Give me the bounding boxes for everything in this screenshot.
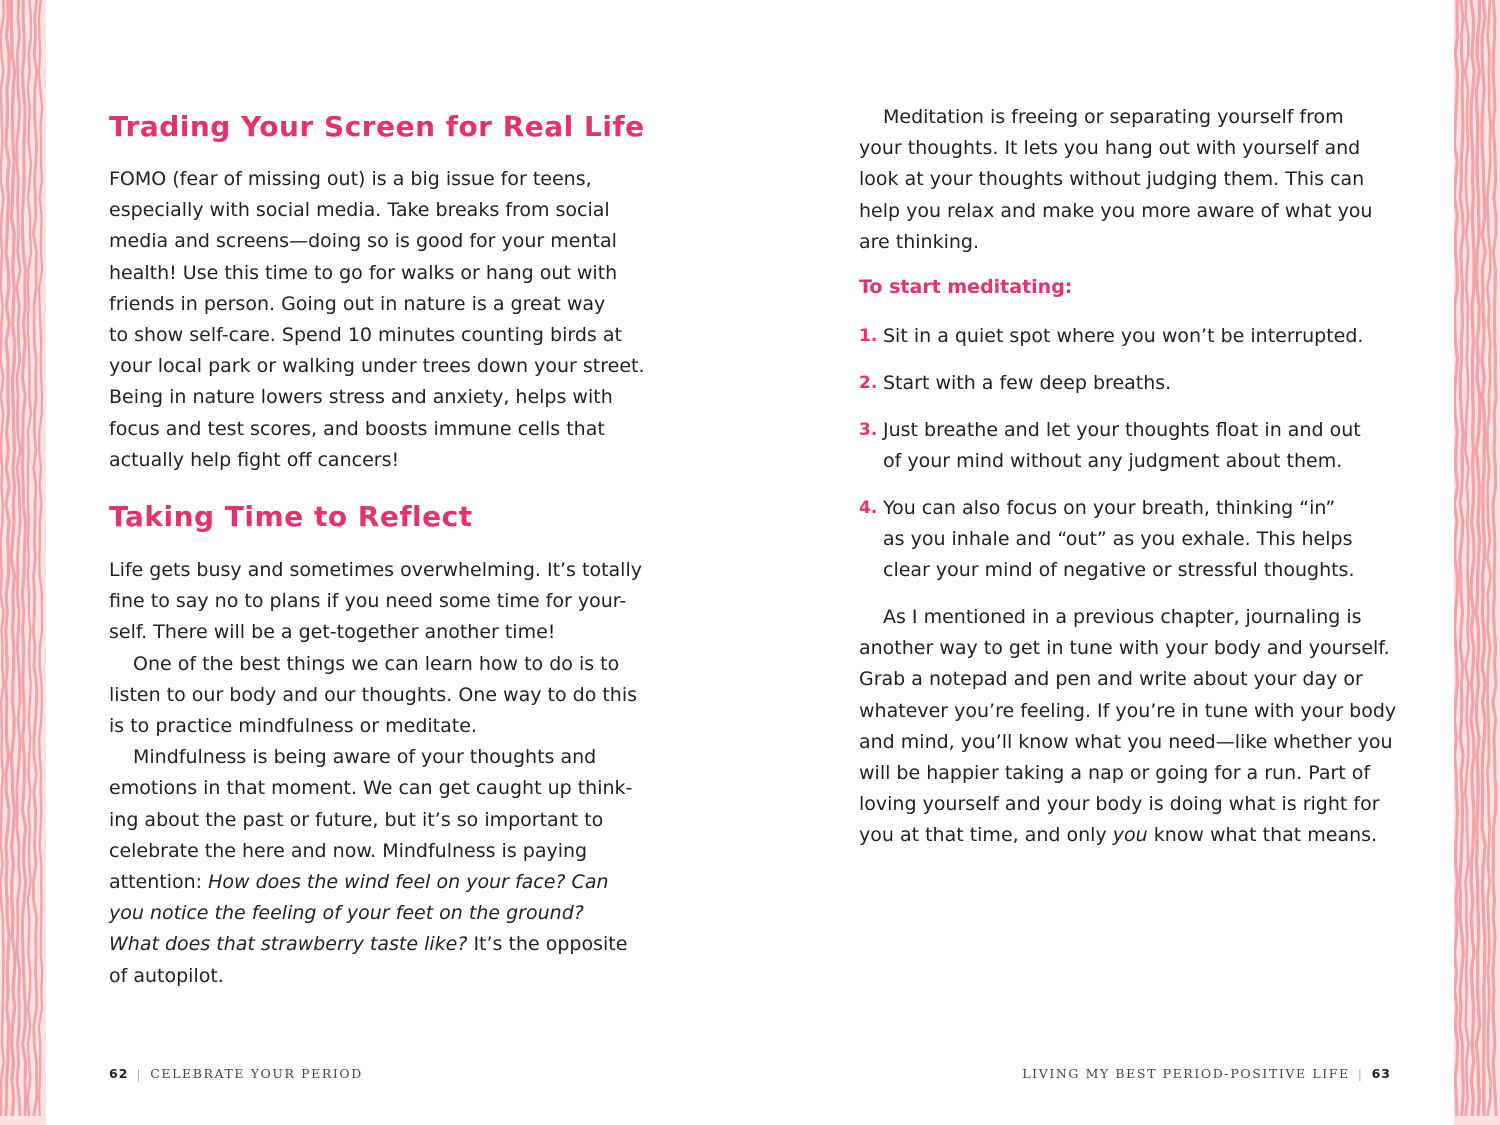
text-line: celebrate the here and now. Mindfulness is paying — [109, 839, 588, 862]
right-edge-pattern — [1454, 0, 1500, 1125]
paragraph-fomo — [109, 164, 645, 476]
page-number-left: 62 — [109, 1066, 129, 1081]
text-line: are thinking. — [859, 230, 980, 253]
text-line: whatever you’re feeling. If you’re in tune with your body — [859, 699, 1397, 722]
text-line: your thoughts. It lets you hang out with yourself and — [859, 137, 1361, 160]
text-line: is to practice mindfulness or meditate. — [109, 715, 477, 738]
step-text — [883, 368, 1171, 399]
text-line: self. There will be a get-together another time! — [109, 621, 556, 644]
text-line: look at your thoughts without judging them. This can — [859, 168, 1365, 191]
step-text — [883, 321, 1363, 352]
book-title-footer: CELEBRATE YOUR PERIOD — [150, 1066, 363, 1081]
text-line — [859, 820, 1396, 851]
italic-question: How does the wind feel on your face? Can — [208, 871, 609, 894]
step-text — [883, 415, 1361, 477]
text-segment: you at that time, and only — [859, 824, 1113, 847]
text-line: Mindfulness is being aware of your thoughts and — [133, 746, 597, 769]
subheading-start-meditating: To start meditating: — [859, 276, 1073, 298]
text-line: Just breathe and let your thoughts float in and out — [883, 419, 1361, 441]
page-number-right: 63 — [1371, 1066, 1391, 1081]
text-line: FOMO (fear of missing out) is a big issue for teens, — [109, 168, 592, 190]
text-line: media and screens—doing so is good for your mental — [109, 230, 617, 253]
text-line: actually help fight off cancers! — [109, 448, 400, 471]
text-line: you notice the feeling of your feet on the ground? — [109, 902, 584, 925]
text-line: ing about the past or future, but it’s so important to — [109, 808, 604, 831]
step-number: 2. — [859, 373, 878, 393]
text-line: of your mind without any judgment about them. — [883, 450, 1343, 473]
text-line: fine to say no to plans if you need some time for your- — [109, 590, 627, 613]
chapter-title-footer: LIVING MY BEST PERIOD-POSITIVE LIFE — [1022, 1066, 1350, 1081]
text-attention: attention: — [109, 871, 209, 894]
text-line: friends in person. Going out in nature is a great way — [109, 292, 606, 315]
text-line: especially with social media. Take breaks from social — [109, 199, 610, 222]
text-line: another way to get in tune with your body and yourself. — [859, 637, 1390, 660]
footer-divider: | — [1357, 1066, 1364, 1081]
text-line: Grab a notepad and pen and write about your day or — [859, 668, 1363, 691]
step-number: 4. — [859, 498, 878, 518]
text-line: focus and test scores, and boosts immune cells that — [109, 417, 605, 440]
heading-taking-time: Taking Time to Reflect — [109, 500, 473, 533]
text-line: Life gets busy and sometimes overwhelming. It’s totally — [109, 559, 642, 581]
text-line — [109, 867, 642, 898]
text-line: Sit in a quiet spot where you won’t be interrupted. — [883, 325, 1364, 347]
text-line: to show self-care. Spend 10 minutes counting birds at — [109, 324, 622, 347]
right-footer — [1022, 1066, 1391, 1081]
text-line: loving yourself and your body is doing what is right for — [859, 793, 1380, 816]
step-number: 1. — [859, 326, 878, 346]
heading-trading-screen: Trading Your Screen for Real Life — [109, 110, 645, 143]
text-segment: know what that means. — [1147, 824, 1378, 847]
footer-divider: | — [136, 1066, 143, 1081]
text-line: help you relax and make you more aware of what you — [859, 199, 1373, 222]
text-line: Meditation is freeing or separating yourself from — [883, 106, 1344, 128]
paragraph-journaling — [859, 602, 1396, 852]
text-line: and mind, you’ll know what you need—like whether you — [859, 730, 1393, 753]
paragraph-meditation — [859, 102, 1372, 258]
text-line: Start with a few deep breaths. — [883, 372, 1172, 394]
text-tail: It’s the opposite — [467, 933, 628, 956]
text-line: You can also focus on your breath, thinking “in” — [883, 497, 1336, 519]
left-footer — [109, 1066, 363, 1081]
left-edge-pattern — [0, 0, 46, 1125]
step-text — [883, 493, 1355, 587]
text-line: Being in nature lowers stress and anxiety, helps with — [109, 386, 613, 409]
text-line: of autopilot. — [109, 964, 224, 987]
text-line: One of the best things we can learn how to do is to — [133, 652, 620, 675]
italic-question: What does that strawberry taste like? — [109, 933, 468, 956]
text-line: listen to our body and our thoughts. One way to do this — [109, 683, 638, 706]
paragraph-reflect — [109, 555, 642, 992]
text-line — [109, 929, 642, 960]
text-line: health! Use this time to go for walks or hang out with — [109, 261, 618, 284]
text-line: as you inhale and “out” as you exhale. This helps — [883, 528, 1353, 551]
italic-you: you — [1112, 824, 1148, 847]
text-line: your local park or walking under trees down your street. — [109, 355, 645, 378]
text-line: will be happier taking a nap or going for a run. Part of — [859, 762, 1371, 785]
text-line: clear your mind of negative or stressful thoughts. — [883, 559, 1355, 582]
step-number: 3. — [859, 420, 878, 440]
text-line: emotions in that moment. We can get caught up think- — [109, 777, 633, 800]
text-line: As I mentioned in a previous chapter, journaling is — [883, 606, 1362, 628]
